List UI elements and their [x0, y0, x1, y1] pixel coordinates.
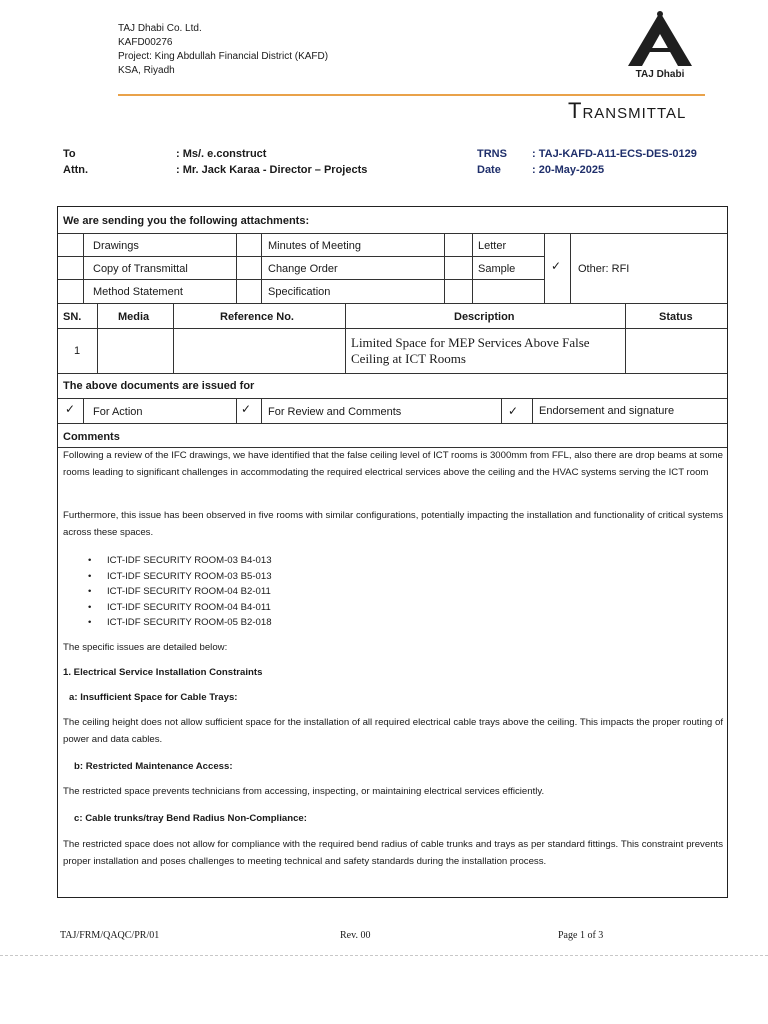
- attachment-drawings: Drawings: [93, 240, 139, 252]
- attachment-other-rfi: Other: RFI: [578, 263, 630, 275]
- divider: [58, 373, 727, 374]
- header-divider: [118, 94, 705, 96]
- divider: [58, 328, 727, 329]
- other-checkbox-checkmark[interactable]: ✓: [551, 259, 562, 273]
- col-header-description: Description: [454, 311, 515, 323]
- col-header-reference: Reference No.: [220, 311, 294, 323]
- company-name: TAJ Dhabi Co. Ltd.: [118, 23, 202, 34]
- col-header-status: Status: [659, 311, 693, 323]
- trns-label: TRNS: [477, 148, 507, 160]
- for-review-checkmark[interactable]: ✓: [241, 402, 252, 416]
- to-value: : Ms/. e.construct: [176, 148, 267, 160]
- attn-value: : Mr. Jack Karaa - Director – Projects: [176, 164, 368, 176]
- comments-heading: Comments: [63, 431, 120, 443]
- subsection-a-heading: a: Insufficient Space for Cable Trays:: [69, 692, 238, 703]
- subsection-a-text: The ceiling height does not allow sufficient space for the installation of all required electrical cable trays above the ceiling. This impacts the proper routing of power and data cables.: [63, 717, 723, 745]
- divider: [58, 398, 727, 399]
- issued-heading: The above documents are issued for: [63, 380, 255, 392]
- for-action-checkmark[interactable]: ✓: [65, 402, 76, 416]
- divider: [58, 423, 727, 424]
- subsection-c-text: The restricted space does not allow for compliance with the required bend radius of cable trunks and trays as per standard fittings. This constraint prevents proper installation and poses challenges to meeting technical and safety standards during the installation process.: [63, 839, 723, 867]
- project-name: Project: King Abdullah Financial District (KAFD): [118, 51, 329, 62]
- trns-value: : TAJ-KAFD-A11-ECS-DES-0129: [532, 148, 697, 160]
- section-1-heading: 1. Electrical Service Installation Constraints: [63, 667, 263, 678]
- subsection-b-heading: b: Restricted Maintenance Access:: [74, 761, 233, 772]
- attachment-change-order: Change Order: [268, 263, 338, 275]
- row-sn: 1: [74, 345, 81, 357]
- company-address-block: [118, 22, 328, 78]
- company-code: KAFD00276: [118, 37, 173, 48]
- row-description: Limited Space for MEP Services Above False Ceiling at ICT Rooms: [351, 335, 590, 366]
- list-item: • ICT-IDF SECURITY ROOM-04 B2-011: [88, 584, 272, 600]
- option-endorsement: Endorsement and signature: [539, 405, 675, 417]
- list-item: • ICT-IDF SECURITY ROOM-05 B2-018: [88, 615, 272, 631]
- attn-label: Attn.: [63, 164, 89, 176]
- room-list: [88, 553, 272, 631]
- subsection-c-heading: c: Cable trunks/tray Bend Radius Non-Compliance:: [74, 813, 307, 824]
- to-label: To: [63, 148, 76, 160]
- attachments-heading: We are sending you the following attachments:: [63, 215, 310, 227]
- divider: [58, 233, 727, 234]
- company-logo: [612, 8, 708, 80]
- footer-form-code: TAJ/FRM/QAQC/PR/01: [60, 930, 160, 941]
- attachment-sample: Sample: [478, 263, 516, 275]
- list-item: • ICT-IDF SECURITY ROOM-04 B4-011: [88, 600, 272, 616]
- logo-text: TAJ Dhabi: [635, 69, 685, 80]
- col-header-media: Media: [118, 311, 150, 323]
- option-for-review: For Review and Comments: [268, 406, 402, 418]
- comment-paragraph-1: Following a review of the IFC drawings, we have identified that the false ceiling level of ICT rooms is 3000mm from FFL, also there are drop beams at some rooms leading to significant challenges in accommodating the required electrical services above the ceiling and the HVAC systems serving the ICT room: [63, 450, 723, 478]
- document-title: Transmittal: [568, 98, 687, 123]
- divider: [58, 303, 727, 304]
- footer-page-number: Page 1 of 3: [558, 930, 604, 941]
- list-item: • ICT-IDF SECURITY ROOM-03 B5-013: [88, 569, 272, 585]
- attachment-specification: Specification: [268, 286, 331, 298]
- footer-revision: Rev. 00: [340, 930, 371, 941]
- date-value: : 20-May-2025: [532, 164, 605, 176]
- footer-divider: [0, 955, 768, 956]
- list-item: • ICT-IDF SECURITY ROOM-03 B4-013: [88, 553, 272, 569]
- option-for-action: For Action: [93, 406, 143, 418]
- endorsement-checkmark[interactable]: ✓: [508, 404, 519, 418]
- date-label: Date: [477, 164, 501, 176]
- taj-dhabi-logo-icon: [612, 8, 708, 80]
- attachment-minutes-of-meeting: Minutes of Meeting: [268, 240, 361, 252]
- attachment-method-statement: Method Statement: [93, 286, 183, 298]
- company-location: KSA, Riyadh: [118, 65, 175, 76]
- comment-paragraph-2: Furthermore, this issue has been observed in five rooms with similar configurations, potentially impacting the installation and functionality of critical systems across these spaces.: [63, 510, 723, 538]
- attachment-copy-of-transmittal: Copy of Transmittal: [93, 263, 188, 275]
- col-header-sn: SN.: [63, 311, 82, 323]
- subsection-b-text: The restricted space prevents technicians from accessing, inspecting, or maintaining electrical services efficiently.: [63, 786, 545, 797]
- comment-paragraph-3: The specific issues are detailed below:: [63, 642, 228, 653]
- attachment-letter: Letter: [478, 240, 507, 252]
